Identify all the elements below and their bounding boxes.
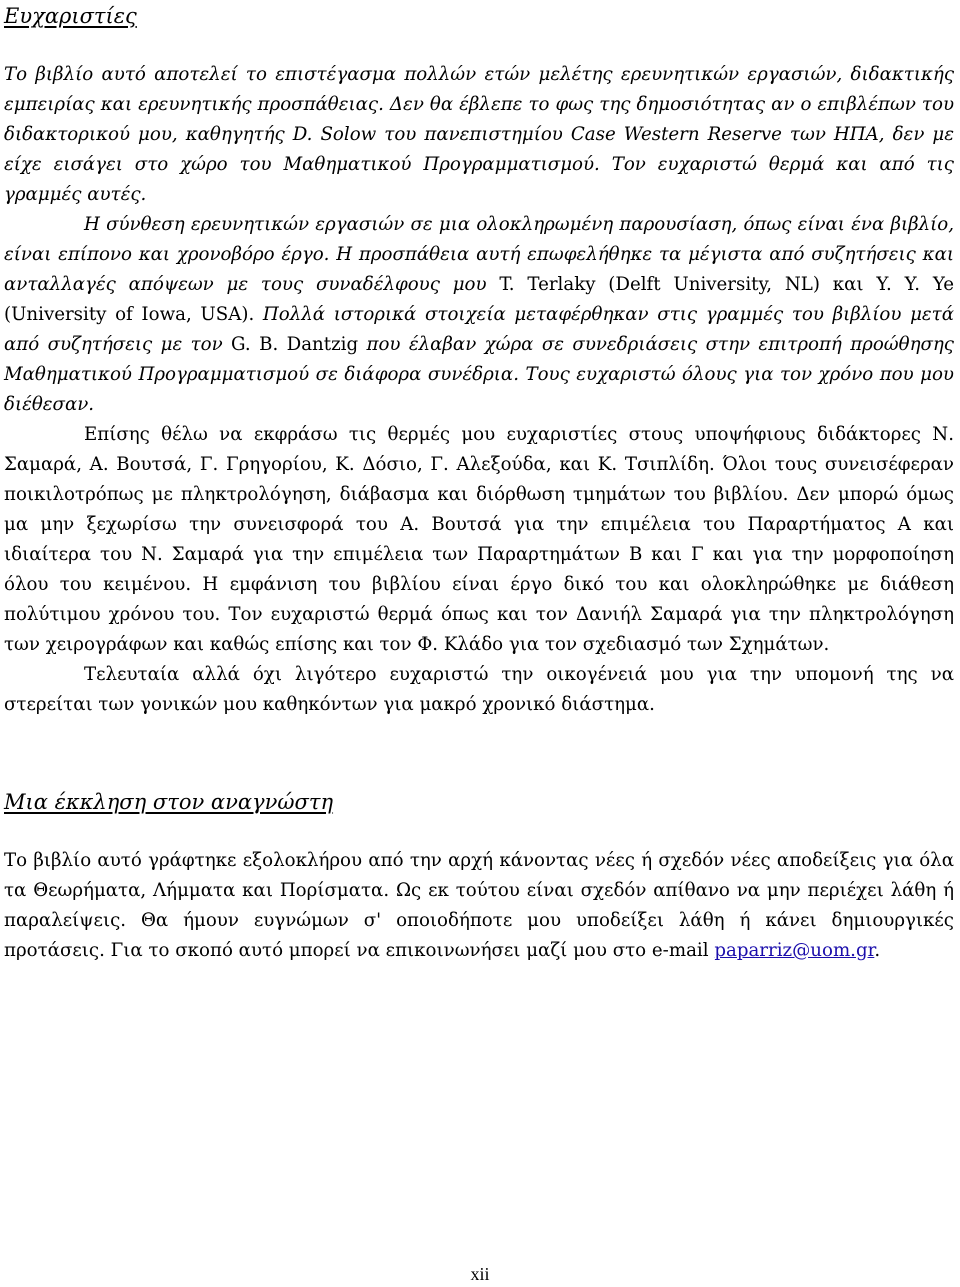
acknowledgements-heading: Ευχαριστίες [4, 4, 137, 28]
text-run: Η σύνθεση ερευνητικών εργασιών σε μια ολοκληρωμένη παρουσίαση, όπως είναι ένα βιβλίο, είναι επίπονο και χρονοβόρο έργο. Η προσπάθεια αυτή επωφελήθηκε τα μέγιστα από συζητήσεις και ανταλλαγές απόψεων με τους συναδέλφους μου [4, 214, 954, 295]
text-run: Επίσης θέλω να εκφράσω τις θερμές μου ευχαριστίες στους υποψήφιους διδάκτορες Ν. Σαμαρά, Α. Βουτσά, Γ. Γρηγορίου, Κ. Δόσιο, Γ. Αλεξούδα, και Κ. Τσιπλίδη. Όλοι τους συνεισέφεραν ποικιλοτρόπως με πληκτρολόγηση, διάβασμα και διόρθωση τμημάτων του βιβλίου. Δεν μπορώ όμως μα μην ξεχωρίσω την συνεισφορά του Α. Βουτσά για την επιμέλεια του Παραρτήματος Α και ιδιαίτερα του Ν. Σαμαρά για την επιμέλεια των Παραρτημάτων Β και Γ και για την μορφοποίηση όλου του κειμένου. Η εμφάνιση του βιβλίου είναι έργο δικό του και ολοκληρώθηκε με διάθεση πολύτιμου χρόνου του. Τον ευχαριστώ θερμά όπως και τον Δανιήλ Σαμαρά για την πληκτρολόγηση των χειρογράφων και καθώς επίσης και τον Φ. Κλάδο για τον σχεδιασμό των Σχημάτων. [4, 424, 954, 655]
acknowledgements-body [4, 60, 954, 720]
acknowledgements-paragraph-3 [4, 420, 954, 660]
text-run: Πολλά ιστορικά στοιχεία μεταφέρθηκαν στις γραμμές του βιβλίου μετά από συζητήσεις με τον [4, 304, 954, 355]
text-run: T. Terlaky (Delft University, NL) και Y. Y. Ye (University of Iowa, USA). [4, 274, 955, 325]
reader-appeal-body [4, 846, 954, 966]
acknowledgements-paragraph-2 [4, 210, 954, 420]
text-run: Το βιβλίο αυτό αποτελεί το επιστέγασμα πολλών ετών μελέτης ερευνητικών εργασιών, διδακτικής εμπειρίας και ερευνητικής προσπάθειας. Δεν θα έβλεπε το φως της δημοσιότητας αν ο επιβλέπων του διδακτορικού μου, καθηγητής D. Solow του πανεπιστημίου Case Western Reserve των ΗΠΑ, δεν με είχε εισάγει στο χώρο του Μαθηματικού Προγραμματισμού. Τον ευχαριστώ θερμά και από τις γραμμές αυτές. [4, 64, 954, 205]
acknowledgements-paragraph-1 [4, 60, 954, 210]
reader-appeal-paragraph [4, 846, 954, 966]
text-run: G. B. Dantzig [231, 334, 359, 355]
reader-appeal-period: . [874, 940, 881, 961]
reader-appeal-heading: Μια έκκληση στον αναγνώστη [4, 790, 334, 814]
page-number: xii [470, 1264, 490, 1284]
text-run: που έλαβαν χώρα σε συνεδριάσεις στην επιτροπή προώθησης Μαθηματικού Προγραμματισμού σε διάφορα συνέδρια. Τους ευχαριστώ όλους για τον χρόνο που μου διέθεσαν. [4, 334, 954, 415]
email-link[interactable]: paparriz@uom.gr [714, 940, 875, 961]
acknowledgements-paragraph-4 [4, 660, 954, 720]
text-run: Το βιβλίο αυτό γράφτηκε εξολοκλήρου από την αρχή κάνοντας νέες ή σχεδόν νέες αποδείξεις για όλα τα Θεωρήματα, Λήμματα και Πορίσματα. Ως εκ τούτου είναι σχεδόν απίθανο να μην περιέχει λάθη ή παραλείψεις. Θα ήμουν ευγνώμων σ' οποιοδήποτε μου υποδείξει λάθη ή κάνει δημιουργικές προτάσεις. Για το σκοπό αυτό μπορεί να επικοινωνήσει μαζί μου στο e-mail [4, 850, 954, 961]
text-run: Τελευταία αλλά όχι λιγότερο ευχαριστώ την οικογένειά μου για την υπομονή της να στερείται των γονικών μου καθηκόντων για μακρό χρονικό διάστημα. [4, 664, 954, 715]
